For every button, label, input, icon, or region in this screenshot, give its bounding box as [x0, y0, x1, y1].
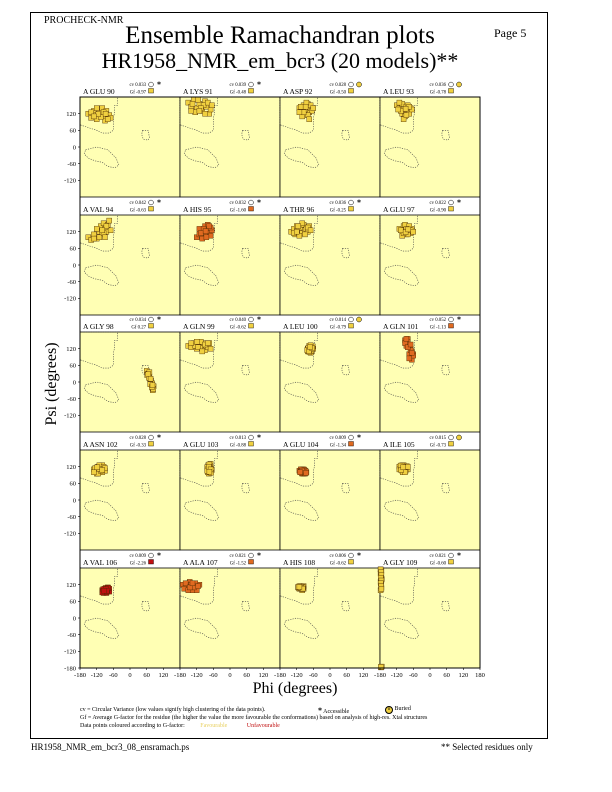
x-tick-label: 60	[143, 672, 150, 679]
data-point	[308, 228, 313, 233]
data-point	[378, 664, 383, 669]
data-point	[307, 117, 312, 122]
footer-filename: HR1958_NMR_em_bcr3_08_ensramach.ps	[31, 742, 190, 752]
footer-legend-colors	[80, 723, 280, 729]
panel-cv-value: cv 0.014	[329, 318, 346, 323]
circular-variance-icon	[349, 317, 354, 322]
circular-variance-icon	[149, 82, 154, 87]
gf-color-swatch	[149, 207, 154, 212]
data-point	[294, 229, 299, 234]
circular-variance-icon	[149, 553, 154, 558]
y-tick-label: 60	[69, 598, 76, 606]
data-point	[100, 468, 105, 473]
data-point	[190, 581, 195, 586]
panel-cv-value: cv 0.033	[129, 83, 146, 88]
gf-color-swatch	[149, 442, 154, 447]
x-tick-label: -180	[374, 672, 386, 679]
x-tick-label: 60	[443, 672, 450, 679]
circular-variance-icon	[249, 317, 254, 322]
y-tick-label: 0	[72, 379, 76, 387]
circular-variance-icon	[149, 435, 154, 440]
accessible-icon: *	[157, 433, 161, 442]
circular-variance-icon	[449, 200, 454, 205]
data-point	[105, 117, 110, 122]
y-axis-label: Psi (degrees)	[43, 342, 60, 426]
buried-icon: o	[385, 706, 393, 714]
panel-gf-value: Gf -1.13	[429, 325, 446, 331]
data-point	[297, 584, 302, 589]
panel-plot-area	[380, 332, 480, 432]
circular-variance-icon	[249, 553, 254, 558]
y-tick-label: 0	[72, 144, 76, 152]
accessible-icon: *	[257, 80, 261, 89]
data-point	[311, 106, 316, 111]
data-point	[150, 383, 155, 388]
panel-plot-area	[380, 215, 480, 315]
accessible-icon: *	[157, 198, 161, 207]
data-point	[298, 104, 303, 109]
accessible-icon: *	[157, 551, 161, 560]
panel-cv-value: cv 0.028	[329, 83, 346, 88]
gf-color-swatch	[449, 560, 454, 565]
data-point	[196, 584, 201, 589]
gf-color-swatch	[449, 324, 454, 329]
panel-cv-value: cv 0.034	[129, 318, 146, 323]
data-point	[409, 350, 414, 355]
y-tick-label: 120	[66, 345, 76, 353]
x-tick-label: -180	[274, 672, 286, 679]
panel-residue-label: A LYS 91	[183, 87, 213, 96]
panel-residue-label: A ALA 107	[183, 558, 218, 567]
data-point	[94, 106, 99, 111]
data-point	[101, 588, 106, 593]
data-point	[298, 470, 303, 475]
panel-residue-label: A GLY 98	[83, 322, 114, 331]
legend-buried	[385, 706, 411, 714]
favourable-label: Favourable	[200, 723, 228, 729]
gf-color-swatch	[149, 89, 154, 94]
data-point	[397, 100, 402, 105]
accessible-label: Accessible	[323, 709, 350, 715]
circular-variance-icon	[149, 200, 154, 205]
panel-cv-value: cv 0.021	[429, 554, 446, 559]
program-name: PROCHECK-NMR	[44, 15, 124, 26]
data-point	[406, 227, 411, 232]
panel-plot-area	[180, 215, 280, 315]
x-tick-label: -60	[308, 672, 318, 679]
accessible-icon: *	[357, 551, 361, 560]
y-tick-label: -60	[67, 160, 76, 168]
y-tick-label: -60	[67, 395, 76, 403]
circular-variance-icon	[449, 553, 454, 558]
panel-plot-area	[280, 332, 380, 432]
gf-color-swatch	[349, 560, 354, 565]
data-point	[296, 224, 301, 229]
data-point	[189, 108, 194, 113]
data-point	[146, 372, 151, 377]
circular-variance-icon	[449, 317, 454, 322]
y-tick-label: -180	[64, 665, 76, 673]
circular-variance-icon	[349, 82, 354, 87]
panel-gf-value: Gf -0.25	[329, 208, 346, 214]
accessible-icon: *	[357, 198, 361, 207]
y-tick-label: 120	[66, 110, 76, 118]
circular-variance-icon	[249, 200, 254, 205]
panel-residue-label: A GLU 103	[183, 440, 219, 449]
buried-icon	[457, 82, 462, 87]
footer-legend-cv: cv = Circular Variance (low values signify high clustering of the data points).	[80, 707, 266, 713]
panel-gf-value: Gf -0.48	[229, 90, 246, 96]
page-subtitle: HR1958_NMR_em_bcr3 (20 models)**	[101, 48, 459, 73]
panel-residue-label: A VAL 106	[83, 558, 118, 567]
data-point	[190, 101, 195, 106]
x-tick-label: 0	[128, 672, 132, 679]
y-tick-label: -60	[67, 278, 76, 286]
panel-gf-value: Gf -0.88	[229, 443, 246, 449]
data-point	[197, 108, 202, 113]
data-point	[304, 470, 309, 475]
data-point	[411, 229, 416, 234]
panel-plot-area	[280, 97, 380, 197]
panel-plot-area	[380, 97, 480, 197]
x-tick-label: 180	[475, 672, 485, 679]
gf-color-swatch	[249, 89, 254, 94]
y-tick-label: 60	[69, 245, 76, 253]
data-point	[408, 342, 413, 347]
buried-icon	[457, 435, 462, 440]
panel-gf-value: Gf -0.62	[229, 325, 246, 331]
data-point	[207, 224, 212, 229]
panel-plot-area	[80, 568, 180, 668]
panel-cv-value: cv 0.039	[229, 83, 246, 88]
x-tick-label: -120	[290, 672, 303, 679]
data-point	[94, 226, 99, 231]
x-tick-label: 120	[458, 672, 469, 679]
panel-gf-value: Gf -1.60	[229, 208, 246, 214]
panel-gf-value: Gf -2.26	[129, 561, 146, 567]
data-point	[91, 236, 96, 241]
panel-cv-value: cv 0.013	[229, 436, 246, 441]
gf-color-swatch	[449, 207, 454, 212]
panel-cv-value: cv 0.036	[429, 83, 446, 88]
panel-plot-area	[380, 568, 480, 668]
panel-gf-value: Gf -0.97	[129, 90, 146, 96]
panel-gf-value: Gf -0.50	[329, 90, 346, 96]
panel-gf-value: Gf -1.34	[329, 443, 346, 449]
x-tick-label: -180	[74, 672, 86, 679]
panel-gf-value: Gf -0.78	[429, 90, 446, 96]
gf-color-swatch	[149, 560, 154, 565]
panel-gf-value: Gf -0.79	[329, 325, 346, 331]
x-tick-label: 0	[228, 672, 232, 679]
circular-variance-icon	[149, 317, 154, 322]
circular-variance-icon	[249, 82, 254, 87]
y-tick-label: -120	[64, 530, 76, 538]
data-point	[207, 469, 212, 474]
y-tick-label: -120	[64, 295, 76, 303]
panel-residue-label: A GLU 104	[283, 440, 319, 449]
y-tick-label: 60	[69, 480, 76, 488]
data-point	[404, 336, 409, 341]
data-point	[103, 235, 108, 240]
panel-cv-value: cv 0.021	[229, 554, 246, 559]
legend-accessible	[318, 706, 349, 715]
gf-color-swatch	[249, 324, 254, 329]
x-tick-label: 60	[243, 672, 250, 679]
gf-color-swatch	[449, 442, 454, 447]
x-tick-label: 60	[343, 672, 350, 679]
panel-cv-value: cv 0.028	[129, 436, 146, 441]
y-tick-label: 0	[72, 615, 76, 623]
panel-gf-value: Gf 0.27	[131, 325, 146, 331]
panel-plot-area	[80, 332, 180, 432]
panel-residue-label: A HIS 95	[183, 205, 212, 214]
gf-color-swatch	[349, 89, 354, 94]
data-point	[200, 349, 205, 354]
data-point	[205, 341, 210, 346]
panel-cv-value: cv 0.009	[329, 436, 346, 441]
accessible-icon: *	[157, 315, 161, 324]
accessible-icon: *	[457, 198, 461, 207]
panel-residue-label: A LEU 100	[283, 322, 318, 331]
panel-residue-label: A GLU 97	[383, 205, 415, 214]
data-point	[91, 470, 96, 475]
page-title: Ensemble Ramachandran plots	[125, 22, 435, 49]
gf-color-swatch	[349, 207, 354, 212]
x-tick-label: -120	[90, 672, 103, 679]
y-tick-label: -120	[64, 412, 76, 420]
x-tick-label: -120	[390, 672, 403, 679]
panel-cv-value: cv 0.042	[129, 201, 146, 206]
panel-residue-label: A ILE 105	[383, 440, 415, 449]
y-tick-label: 120	[66, 228, 76, 236]
panel-residue-label: A GLN 99	[183, 322, 215, 331]
x-tick-label: -60	[408, 672, 418, 679]
data-point	[379, 586, 384, 591]
data-point	[303, 104, 308, 109]
accessible-icon: *	[257, 433, 261, 442]
x-tick-label: 0	[428, 672, 432, 679]
accessible-icon: *	[318, 706, 322, 715]
panel-cv-value: cv 0.040	[229, 318, 246, 323]
panel-plot-area	[380, 450, 480, 550]
panel-gf-value: Gf -0.62	[329, 561, 346, 567]
data-point	[203, 229, 208, 234]
panel-residue-label: A ASN 102	[83, 440, 118, 449]
data-point	[407, 356, 412, 361]
y-tick-label: 0	[72, 497, 76, 505]
accessible-icon: *	[357, 433, 361, 442]
x-tick-label: -180	[174, 672, 186, 679]
panel-residue-label: A ASP 92	[283, 87, 313, 96]
panel-residue-label: A HIS 108	[283, 558, 316, 567]
gf-color-swatch	[149, 324, 154, 329]
data-point	[189, 341, 194, 346]
data-point	[303, 232, 308, 237]
data-point	[396, 107, 401, 112]
legend-colors-text: Data points coloured according to G-factor:	[80, 723, 185, 729]
panel-cv-value: cv 0.032	[229, 201, 246, 206]
data-point	[398, 228, 403, 233]
y-tick-label: -60	[67, 513, 76, 521]
panel-cv-value: cv 0.052	[429, 318, 446, 323]
page-number: Page 5	[494, 26, 527, 40]
x-tick-label: 120	[158, 672, 169, 679]
circular-variance-icon	[349, 200, 354, 205]
panel-gf-value: Gf -1.52	[229, 561, 246, 567]
accessible-icon: *	[157, 80, 161, 89]
footer-legend-gf: Gf = Average G-factor for the residue (the higher the value the more favourable the conformations) based on analysis of high-res. Xtal structures	[80, 715, 428, 721]
y-tick-label: 120	[66, 463, 76, 471]
gf-color-swatch	[249, 207, 254, 212]
accessible-icon: *	[457, 315, 461, 324]
data-point	[107, 218, 112, 223]
data-point	[209, 103, 214, 108]
gf-color-swatch	[349, 442, 354, 447]
accessible-icon: *	[457, 551, 461, 560]
y-tick-label: 120	[66, 581, 76, 589]
x-tick-label: 120	[358, 672, 369, 679]
circular-variance-icon	[249, 435, 254, 440]
data-point	[91, 114, 96, 119]
data-point	[405, 464, 410, 469]
buried-label: Buried	[394, 706, 411, 712]
data-point	[100, 228, 105, 233]
panel-plot-area	[180, 450, 280, 550]
buried-icon	[357, 317, 362, 322]
panel-cv-value: cv 0.009	[129, 554, 146, 559]
panel-residue-label: A GLY 109	[383, 558, 418, 567]
panel-plot-area	[280, 568, 380, 668]
data-point	[148, 376, 153, 381]
circular-variance-icon	[449, 435, 454, 440]
data-point	[194, 339, 199, 344]
gf-color-swatch	[449, 89, 454, 94]
panel-cv-value: cv 0.022	[429, 201, 446, 206]
gf-color-swatch	[249, 442, 254, 447]
data-point	[308, 345, 313, 350]
panel-plot-area	[280, 450, 380, 550]
y-tick-label: 60	[69, 362, 76, 370]
unfavourable-label: Unfavourable	[246, 723, 280, 729]
x-tick-label: -60	[108, 672, 118, 679]
panel-gf-value: Gf -0.60	[429, 561, 446, 567]
accessible-icon: *	[257, 551, 261, 560]
panel-residue-label: A VAL 94	[83, 205, 114, 214]
x-tick-label: 0	[328, 672, 332, 679]
accessible-icon: *	[257, 315, 261, 324]
data-point	[198, 231, 203, 236]
panel-gf-value: Gf -0.90	[429, 208, 446, 214]
panel-residue-label: A GLN 101	[383, 322, 419, 331]
circular-variance-icon	[449, 82, 454, 87]
y-tick-label: -120	[64, 177, 76, 185]
data-point	[297, 110, 302, 115]
panel-gf-value: Gf -0.33	[129, 443, 146, 449]
data-point	[95, 465, 100, 470]
panel-cv-value: cv 0.006	[329, 554, 346, 559]
panel-gf-value: Gf -0.63	[129, 208, 146, 214]
x-tick-label: -60	[208, 672, 218, 679]
data-point	[208, 346, 213, 351]
gf-color-swatch	[349, 324, 354, 329]
data-point	[204, 235, 209, 240]
x-tick-label: 120	[258, 672, 269, 679]
x-tick-label: -120	[190, 672, 203, 679]
panel-cv-value: cv 0.015	[429, 436, 446, 441]
panel-gf-value: Gf -0.73	[429, 443, 446, 449]
x-axis-label: Phi (degrees)	[252, 680, 338, 697]
panel-cv-value: cv 0.036	[329, 201, 346, 206]
gf-color-swatch	[249, 560, 254, 565]
footer-note: ** Selected residues only	[441, 742, 533, 752]
data-point	[203, 111, 208, 116]
y-tick-label: 0	[72, 262, 76, 270]
data-point	[196, 97, 201, 102]
data-point	[404, 113, 409, 118]
panel-residue-label: A THR 96	[283, 205, 315, 214]
y-tick-label: -120	[64, 648, 76, 656]
data-point	[401, 465, 406, 470]
circular-variance-icon	[349, 553, 354, 558]
panel-residue-label: A LEU 93	[383, 87, 414, 96]
y-tick-label: -60	[67, 631, 76, 639]
panel-residue-label: A GLU 90	[83, 87, 115, 96]
accessible-icon: *	[257, 198, 261, 207]
data-point	[103, 111, 108, 116]
y-tick-label: 60	[69, 127, 76, 135]
buried-icon	[357, 82, 362, 87]
circular-variance-icon	[349, 435, 354, 440]
data-point	[403, 106, 408, 111]
